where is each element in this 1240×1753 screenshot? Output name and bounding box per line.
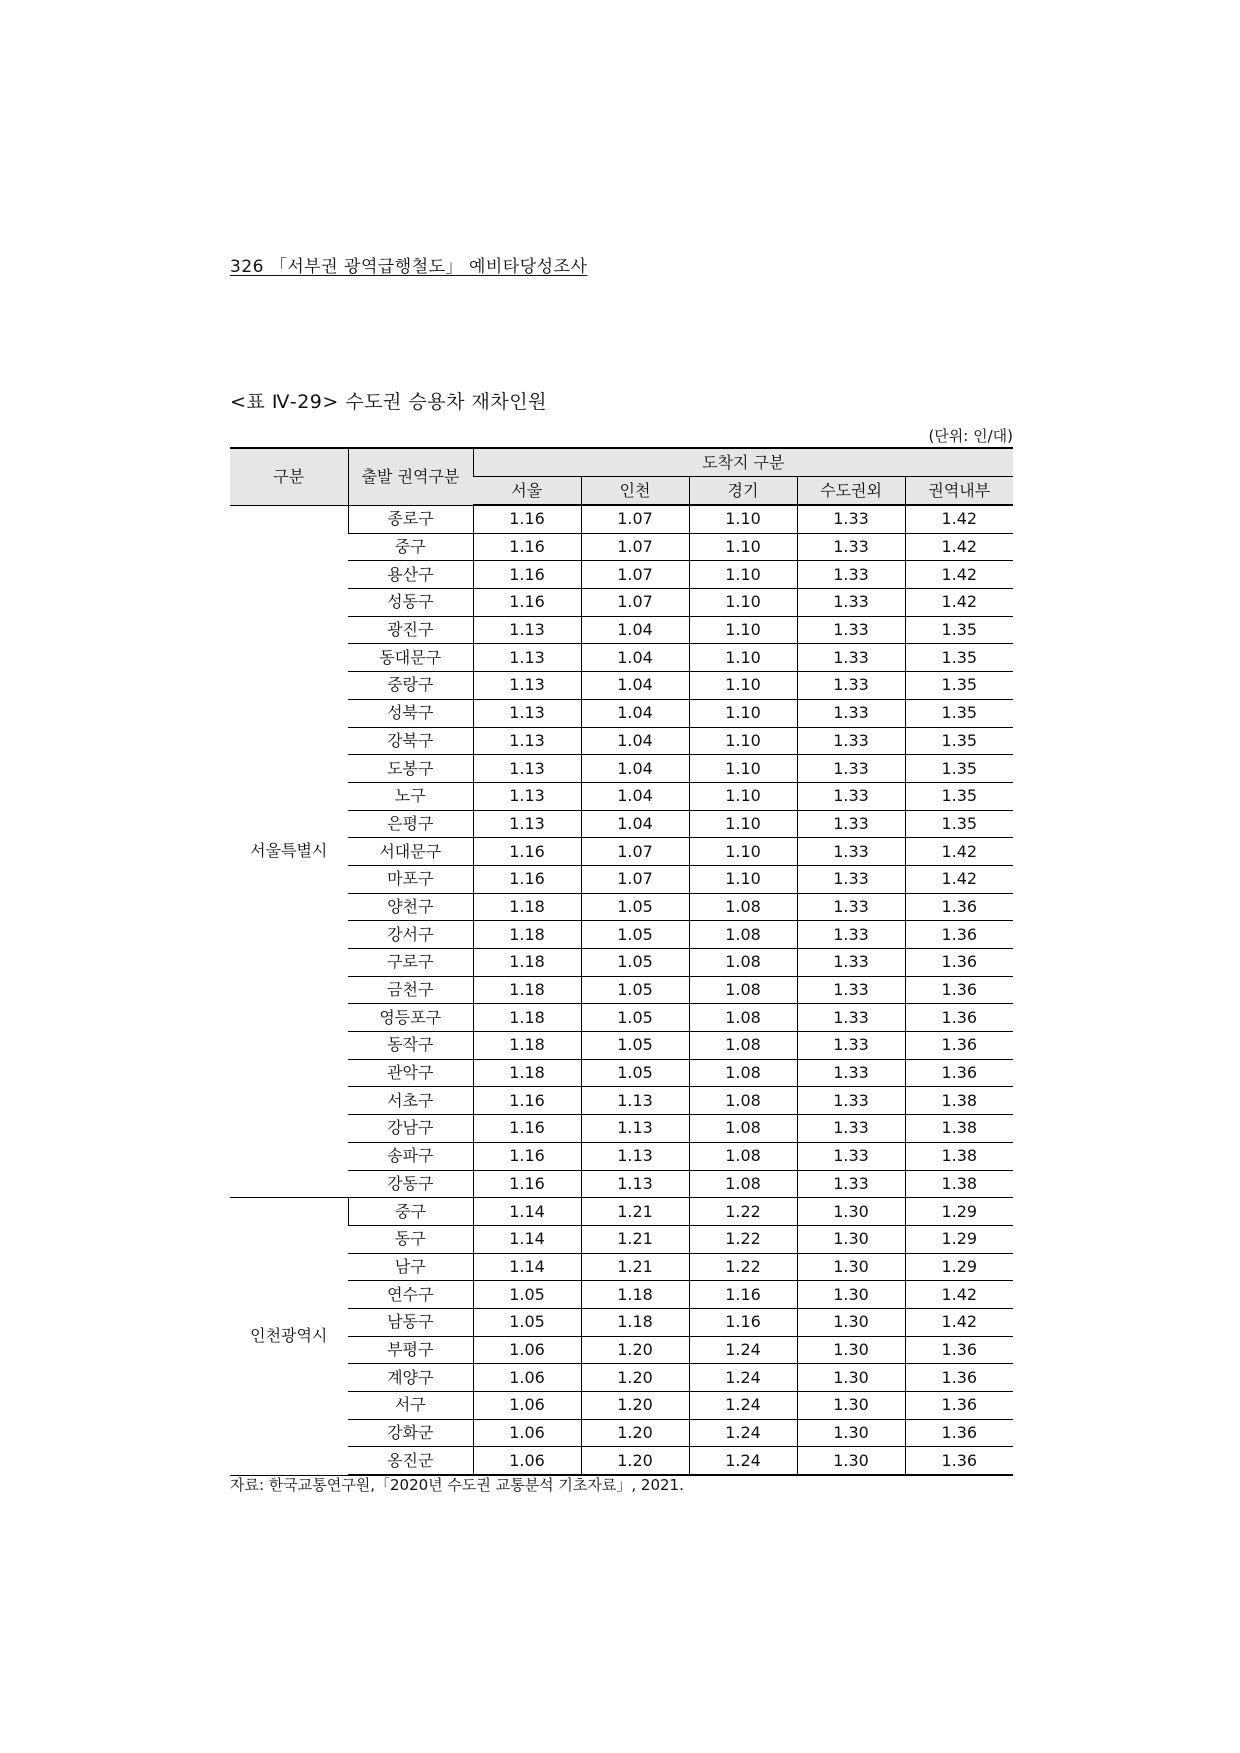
district-cell: 부평구: [348, 1336, 473, 1364]
value-cell: 1.36: [905, 1004, 1013, 1032]
district-cell: 강서구: [348, 921, 473, 949]
header-category: 구분: [230, 448, 348, 505]
district-cell: 서대문구: [348, 838, 473, 866]
value-cell: 1.06: [473, 1392, 581, 1420]
value-cell: 1.33: [797, 1004, 905, 1032]
district-cell: 종로구: [348, 505, 473, 533]
value-cell: 1.13: [473, 727, 581, 755]
value-cell: 1.35: [905, 616, 1013, 644]
table-row: [230, 1364, 1013, 1392]
district-cell: 중랑구: [348, 672, 473, 700]
value-cell: 1.33: [797, 727, 905, 755]
value-cell: 1.08: [689, 1087, 797, 1115]
value-cell: 1.18: [473, 1004, 581, 1032]
value-cell: 1.33: [797, 1087, 905, 1115]
value-cell: 1.08: [689, 976, 797, 1004]
value-cell: 1.10: [689, 561, 797, 589]
district-cell: 동작구: [348, 1032, 473, 1060]
value-cell: 1.42: [905, 865, 1013, 893]
value-cell: 1.29: [905, 1225, 1013, 1253]
value-cell: 1.05: [581, 1004, 689, 1032]
value-cell: 1.16: [689, 1308, 797, 1336]
table-row: [230, 782, 1013, 810]
value-cell: 1.42: [905, 1281, 1013, 1309]
value-cell: 1.08: [689, 1142, 797, 1170]
district-cell: 연수구: [348, 1281, 473, 1309]
value-cell: 1.18: [473, 1059, 581, 1087]
table-row: [230, 644, 1013, 672]
value-cell: 1.24: [689, 1447, 797, 1475]
value-cell: 1.04: [581, 616, 689, 644]
table-row: [230, 810, 1013, 838]
table-row: [230, 1308, 1013, 1336]
value-cell: 1.38: [905, 1087, 1013, 1115]
value-cell: 1.33: [797, 976, 905, 1004]
table-row: [230, 1087, 1013, 1115]
value-cell: 1.10: [689, 865, 797, 893]
value-cell: 1.10: [689, 755, 797, 783]
value-cell: 1.08: [689, 921, 797, 949]
value-cell: 1.35: [905, 810, 1013, 838]
value-cell: 1.08: [689, 1059, 797, 1087]
value-cell: 1.13: [473, 755, 581, 783]
value-cell: 1.42: [905, 561, 1013, 589]
value-cell: 1.33: [797, 1142, 905, 1170]
value-cell: 1.16: [473, 533, 581, 561]
table-row: [230, 838, 1013, 866]
value-cell: 1.13: [473, 699, 581, 727]
value-cell: 1.33: [797, 672, 905, 700]
value-cell: 1.42: [905, 533, 1013, 561]
value-cell: 1.04: [581, 699, 689, 727]
value-cell: 1.30: [797, 1308, 905, 1336]
district-cell: 은평구: [348, 810, 473, 838]
value-cell: 1.13: [473, 810, 581, 838]
value-cell: 1.10: [689, 672, 797, 700]
table-row: [230, 1392, 1013, 1420]
table-row: [230, 672, 1013, 700]
district-cell: 서초구: [348, 1087, 473, 1115]
value-cell: 1.30: [797, 1198, 905, 1226]
value-cell: 1.36: [905, 893, 1013, 921]
value-cell: 1.38: [905, 1142, 1013, 1170]
value-cell: 1.30: [797, 1253, 905, 1281]
value-cell: 1.10: [689, 616, 797, 644]
value-cell: 1.05: [581, 893, 689, 921]
table-row: [230, 1198, 1013, 1226]
header-origin: 출발 권역구분: [348, 448, 473, 505]
value-cell: 1.30: [797, 1447, 905, 1475]
value-cell: 1.10: [689, 589, 797, 617]
value-cell: 1.05: [473, 1281, 581, 1309]
value-cell: 1.20: [581, 1447, 689, 1475]
value-cell: 1.22: [689, 1225, 797, 1253]
table-row: [230, 1281, 1013, 1309]
source-note: 자료: 한국교통연구원,「2020년 수도권 교통분석 기초자료」, 2021.: [230, 1476, 684, 1494]
value-cell: 1.36: [905, 1032, 1013, 1060]
district-cell: 강남구: [348, 1115, 473, 1143]
district-cell: 노구: [348, 782, 473, 810]
value-cell: 1.33: [797, 699, 905, 727]
value-cell: 1.05: [581, 921, 689, 949]
table-row: [230, 533, 1013, 561]
value-cell: 1.13: [473, 644, 581, 672]
district-cell: 동구: [348, 1225, 473, 1253]
value-cell: 1.04: [581, 727, 689, 755]
value-cell: 1.36: [905, 949, 1013, 977]
value-cell: 1.18: [581, 1281, 689, 1309]
value-cell: 1.36: [905, 921, 1013, 949]
header-dest-incheon: 인천: [581, 477, 689, 506]
value-cell: 1.16: [473, 1115, 581, 1143]
table-row: [230, 893, 1013, 921]
value-cell: 1.10: [689, 533, 797, 561]
data-table: [230, 447, 1013, 1476]
value-cell: 1.08: [689, 1170, 797, 1198]
district-cell: 동대문구: [348, 644, 473, 672]
value-cell: 1.33: [797, 810, 905, 838]
value-cell: 1.18: [473, 949, 581, 977]
value-cell: 1.20: [581, 1336, 689, 1364]
table-row: [230, 561, 1013, 589]
value-cell: 1.18: [581, 1308, 689, 1336]
value-cell: 1.20: [581, 1364, 689, 1392]
value-cell: 1.16: [473, 1087, 581, 1115]
value-cell: 1.30: [797, 1336, 905, 1364]
value-cell: 1.10: [689, 699, 797, 727]
value-cell: 1.35: [905, 782, 1013, 810]
value-cell: 1.05: [581, 949, 689, 977]
value-cell: 1.08: [689, 893, 797, 921]
district-cell: 중구: [348, 533, 473, 561]
value-cell: 1.18: [473, 976, 581, 1004]
table-row: [230, 505, 1013, 533]
value-cell: 1.04: [581, 755, 689, 783]
value-cell: 1.30: [797, 1419, 905, 1447]
value-cell: 1.33: [797, 1032, 905, 1060]
district-cell: 중구: [348, 1198, 473, 1226]
district-cell: 강화군: [348, 1419, 473, 1447]
value-cell: 1.33: [797, 533, 905, 561]
page-header: [230, 252, 587, 277]
value-cell: 1.07: [581, 865, 689, 893]
value-cell: 1.08: [689, 1032, 797, 1060]
value-cell: 1.13: [581, 1170, 689, 1198]
value-cell: 1.30: [797, 1225, 905, 1253]
page-number: 326: [230, 257, 264, 277]
table-row: [230, 1419, 1013, 1447]
district-cell: 관악구: [348, 1059, 473, 1087]
value-cell: 1.10: [689, 838, 797, 866]
value-cell: 1.04: [581, 810, 689, 838]
district-cell: 서구: [348, 1392, 473, 1420]
district-cell: 계양구: [348, 1364, 473, 1392]
value-cell: 1.36: [905, 1392, 1013, 1420]
table-row: [230, 1059, 1013, 1087]
value-cell: 1.13: [581, 1142, 689, 1170]
district-cell: 송파구: [348, 1142, 473, 1170]
value-cell: 1.33: [797, 838, 905, 866]
value-cell: 1.16: [473, 1142, 581, 1170]
value-cell: 1.24: [689, 1419, 797, 1447]
document-title: 「서부권 광역급행철도」 예비타당성조사: [269, 257, 588, 277]
value-cell: 1.08: [689, 949, 797, 977]
group-label: 인천광역시: [230, 1198, 348, 1475]
value-cell: 1.24: [689, 1392, 797, 1420]
header-dest-seoul: 서울: [473, 477, 581, 506]
value-cell: 1.30: [797, 1392, 905, 1420]
value-cell: 1.42: [905, 1308, 1013, 1336]
district-cell: 금천구: [348, 976, 473, 1004]
value-cell: 1.06: [473, 1447, 581, 1475]
header-dest-internal: 권역내부: [905, 477, 1013, 506]
value-cell: 1.24: [689, 1364, 797, 1392]
value-cell: 1.07: [581, 561, 689, 589]
value-cell: 1.35: [905, 644, 1013, 672]
value-cell: 1.30: [797, 1281, 905, 1309]
group-label: 서울특별시: [230, 505, 348, 1198]
value-cell: 1.22: [689, 1253, 797, 1281]
value-cell: 1.33: [797, 865, 905, 893]
value-cell: 1.35: [905, 755, 1013, 783]
value-cell: 1.33: [797, 1170, 905, 1198]
value-cell: 1.16: [473, 865, 581, 893]
value-cell: 1.05: [581, 1032, 689, 1060]
value-cell: 1.36: [905, 1364, 1013, 1392]
value-cell: 1.33: [797, 561, 905, 589]
value-cell: 1.36: [905, 1447, 1013, 1475]
district-cell: 성북구: [348, 699, 473, 727]
value-cell: 1.22: [689, 1198, 797, 1226]
district-cell: 강동구: [348, 1170, 473, 1198]
value-cell: 1.42: [905, 589, 1013, 617]
table-row: [230, 727, 1013, 755]
value-cell: 1.21: [581, 1253, 689, 1281]
value-cell: 1.18: [473, 893, 581, 921]
table-row: [230, 616, 1013, 644]
table-row: [230, 949, 1013, 977]
value-cell: 1.04: [581, 782, 689, 810]
value-cell: 1.05: [581, 976, 689, 1004]
value-cell: 1.33: [797, 893, 905, 921]
value-cell: 1.06: [473, 1364, 581, 1392]
value-cell: 1.16: [473, 838, 581, 866]
table-row: [230, 1170, 1013, 1198]
value-cell: 1.42: [905, 505, 1013, 533]
district-cell: 마포구: [348, 865, 473, 893]
table-row: [230, 1336, 1013, 1364]
value-cell: 1.10: [689, 727, 797, 755]
table-row: [230, 865, 1013, 893]
header-dest-gyeonggi: 경기: [689, 477, 797, 506]
value-cell: 1.10: [689, 644, 797, 672]
value-cell: 1.42: [905, 838, 1013, 866]
district-cell: 양천구: [348, 893, 473, 921]
table-row: [230, 589, 1013, 617]
header-destination-group: 도착지 구분: [473, 448, 1013, 477]
district-cell: 도봉구: [348, 755, 473, 783]
value-cell: 1.14: [473, 1225, 581, 1253]
unit-note: (단위: 인/대): [928, 427, 1013, 445]
table-row: [230, 699, 1013, 727]
value-cell: 1.30: [797, 1364, 905, 1392]
value-cell: 1.33: [797, 1115, 905, 1143]
value-cell: 1.29: [905, 1253, 1013, 1281]
value-cell: 1.13: [473, 616, 581, 644]
table-row: [230, 1032, 1013, 1060]
value-cell: 1.21: [581, 1225, 689, 1253]
value-cell: 1.33: [797, 921, 905, 949]
value-cell: 1.24: [689, 1336, 797, 1364]
value-cell: 1.35: [905, 699, 1013, 727]
value-cell: 1.06: [473, 1419, 581, 1447]
value-cell: 1.13: [473, 782, 581, 810]
district-cell: 강북구: [348, 727, 473, 755]
value-cell: 1.14: [473, 1198, 581, 1226]
value-cell: 1.38: [905, 1115, 1013, 1143]
table-row: [230, 1447, 1013, 1475]
district-cell: 구로구: [348, 949, 473, 977]
header-dest-outside: 수도권외: [797, 477, 905, 506]
value-cell: 1.08: [689, 1004, 797, 1032]
value-cell: 1.13: [473, 672, 581, 700]
value-cell: 1.07: [581, 589, 689, 617]
table-row: [230, 1115, 1013, 1143]
district-cell: 영등포구: [348, 1004, 473, 1032]
value-cell: 1.16: [473, 505, 581, 533]
value-cell: 1.36: [905, 1059, 1013, 1087]
table-caption: <표 Ⅳ-29> 수도권 승용차 재차인원: [230, 391, 547, 413]
table-row: [230, 755, 1013, 783]
table-header: [230, 448, 1013, 505]
district-cell: 성동구: [348, 589, 473, 617]
value-cell: 1.36: [905, 1419, 1013, 1447]
value-cell: 1.33: [797, 755, 905, 783]
value-cell: 1.33: [797, 644, 905, 672]
district-cell: 남구: [348, 1253, 473, 1281]
value-cell: 1.16: [473, 1170, 581, 1198]
table-row: [230, 1225, 1013, 1253]
value-cell: 1.33: [797, 1059, 905, 1087]
value-cell: 1.10: [689, 782, 797, 810]
value-cell: 1.16: [473, 589, 581, 617]
district-cell: 옹진군: [348, 1447, 473, 1475]
value-cell: 1.33: [797, 949, 905, 977]
value-cell: 1.04: [581, 644, 689, 672]
table-row: [230, 1142, 1013, 1170]
value-cell: 1.20: [581, 1392, 689, 1420]
value-cell: 1.07: [581, 838, 689, 866]
value-cell: 1.05: [581, 1059, 689, 1087]
value-cell: 1.20: [581, 1419, 689, 1447]
value-cell: 1.07: [581, 505, 689, 533]
value-cell: 1.18: [473, 921, 581, 949]
value-cell: 1.08: [689, 1115, 797, 1143]
value-cell: 1.21: [581, 1198, 689, 1226]
district-cell: 용산구: [348, 561, 473, 589]
value-cell: 1.35: [905, 727, 1013, 755]
value-cell: 1.14: [473, 1253, 581, 1281]
value-cell: 1.33: [797, 589, 905, 617]
value-cell: 1.04: [581, 672, 689, 700]
value-cell: 1.16: [689, 1281, 797, 1309]
value-cell: 1.29: [905, 1198, 1013, 1226]
table-body: [230, 505, 1013, 1475]
district-cell: 남동구: [348, 1308, 473, 1336]
value-cell: 1.35: [905, 672, 1013, 700]
value-cell: 1.10: [689, 505, 797, 533]
value-cell: 1.38: [905, 1170, 1013, 1198]
value-cell: 1.36: [905, 976, 1013, 1004]
table-row: [230, 1004, 1013, 1032]
value-cell: 1.33: [797, 505, 905, 533]
value-cell: 1.13: [581, 1087, 689, 1115]
value-cell: 1.33: [797, 782, 905, 810]
value-cell: 1.10: [689, 810, 797, 838]
district-cell: 광진구: [348, 616, 473, 644]
value-cell: 1.36: [905, 1336, 1013, 1364]
value-cell: 1.07: [581, 533, 689, 561]
value-cell: 1.33: [797, 616, 905, 644]
table-row: [230, 1253, 1013, 1281]
value-cell: 1.13: [581, 1115, 689, 1143]
value-cell: 1.05: [473, 1308, 581, 1336]
table-row: [230, 921, 1013, 949]
value-cell: 1.18: [473, 1032, 581, 1060]
value-cell: 1.16: [473, 561, 581, 589]
table-row: [230, 976, 1013, 1004]
value-cell: 1.06: [473, 1336, 581, 1364]
